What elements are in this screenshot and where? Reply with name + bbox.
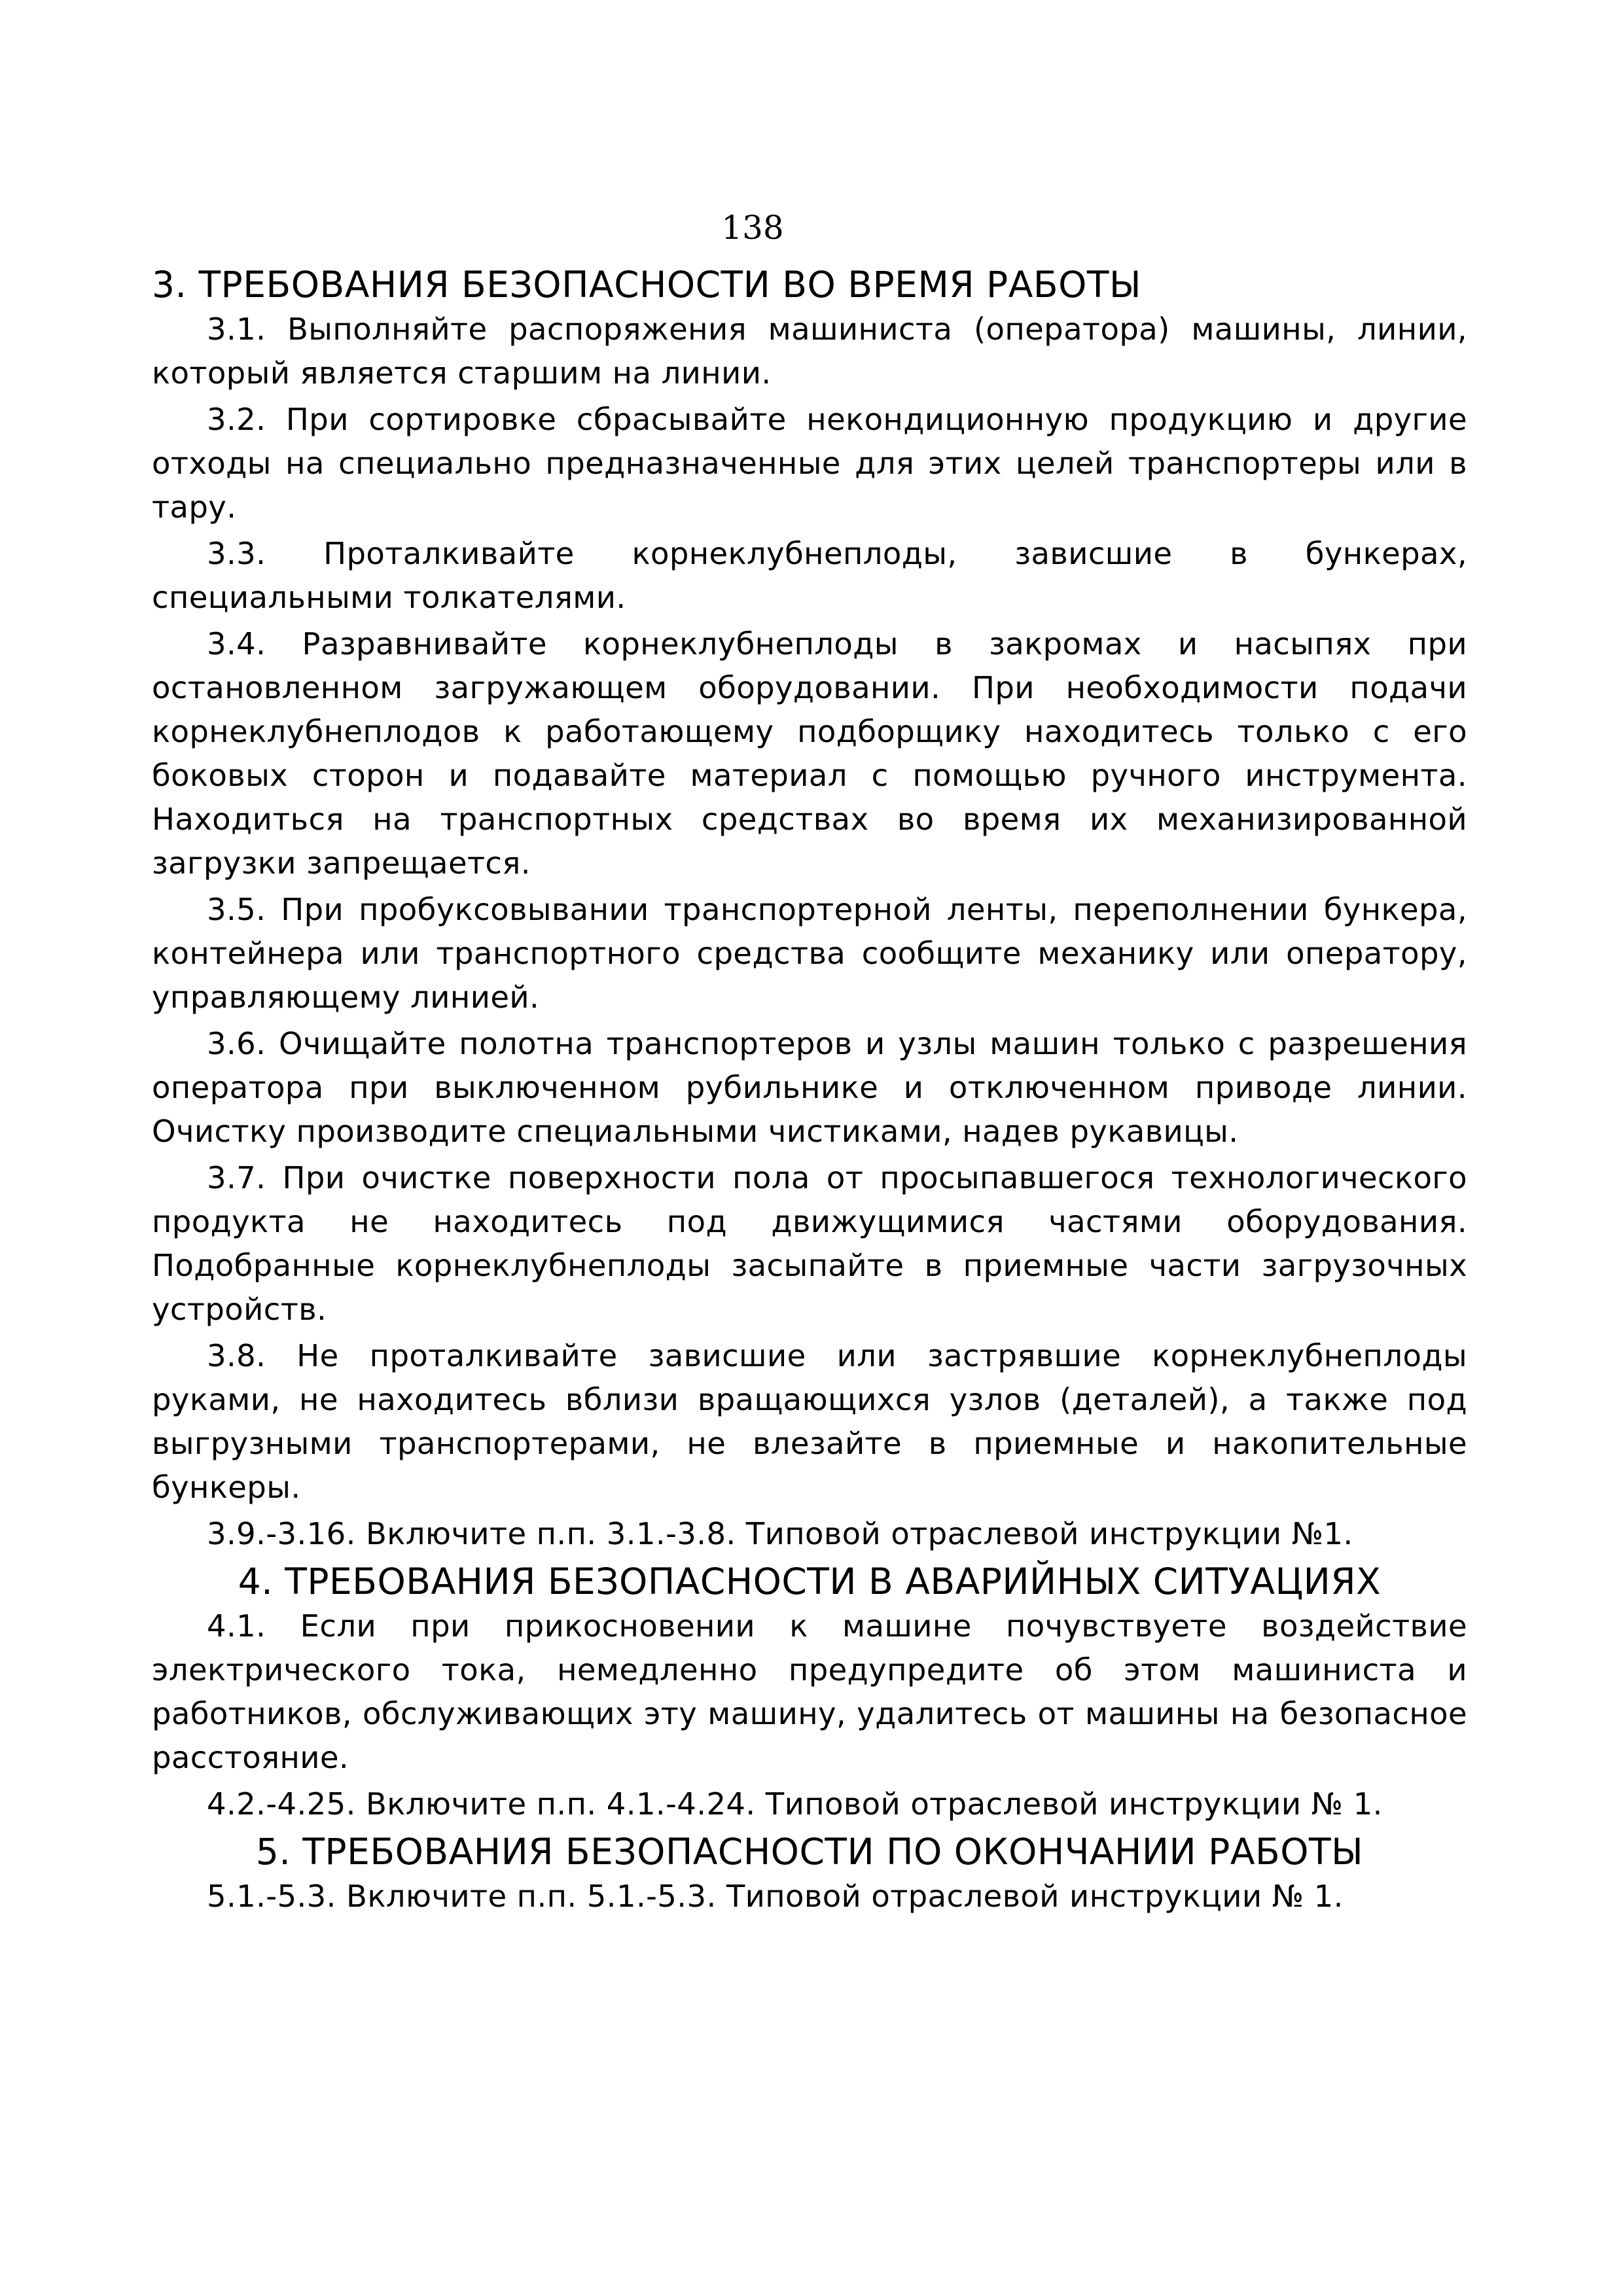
section-3-heading: 3. ТРЕБОВАНИЯ БЕЗОПАСНОСТИ ВО ВРЕМЯ РАБОТЫ (152, 264, 1141, 306)
paragraph-3-9-3-16: 3.9.-3.16. Включите п.п. 3.1.-3.8. Типовой отраслевой инструкции №1. (207, 1516, 1353, 1551)
section-5-heading: 5. ТРЕБОВАНИЯ БЕЗОПАСНОСТИ ПО ОКОНЧАНИИ РАБОТЫ (255, 1831, 1364, 1873)
paragraph-3-4: 3.4. Разравнивайте корнеклубнеплоды в закромах и насыпях при остановленном загружающем оборудовании. При необходимости подачи корнеклубнеплодов к работающему подборщику находитесь только с его боковых сторон и подавайте материал с помощью ручного инструмента. Находиться на транспортных средствах во время их механизированной загрузки запрещается. (152, 626, 1467, 881)
paragraph-3-7: 3.7. При очистке поверхности пола от просыпавшегося технологического продукта не находитесь под движущимися частями оборудования. Подобранные корнеклубнеплоды засыпайте в приемные части загрузочных устройств. (152, 1160, 1467, 1327)
document-body (152, 262, 1467, 1921)
page-number: 138 (721, 209, 784, 247)
section-4-heading: 4. ТРЕБОВАНИЯ БЕЗОПАСНОСТИ В АВАРИЙНЫХ СИТУАЦИЯХ (238, 1561, 1382, 1602)
paragraph-3-1: 3.1. Выполняйте распоряжения машиниста (оператора) машины, линии, который является старшим на линии. (152, 311, 1467, 391)
paragraph-3-2: 3.2. При сортировке сбрасывайте некондиционную продукцию и другие отходы на специально предназначенные для этих целей транспортеры или в тару. (152, 402, 1467, 525)
paragraph-3-8: 3.8. Не проталкивайте зависшие или застрявшие корнеклубнеплоды руками, не находитесь вблизи вращающихся узлов (деталей), а также под выгрузными транспортерами, не влезайте в приемные и накопительные бункеры. (152, 1338, 1467, 1505)
paragraph-3-6: 3.6. Очищайте полотна транспортеров и узлы машин только с разрешения оператора при выключенном рубильнике и отключенном приводе линии. Очистку производите специальными чистиками, надев рукавицы. (152, 1026, 1467, 1149)
paragraph-4-2-4-25: 4.2.-4.25. Включите п.п. 4.1.-4.24. Типовой отраслевой инструкции № 1. (207, 1786, 1383, 1822)
paragraph-3-5: 3.5. При пробуксовывании транспортерной ленты, переполнении бункера, контейнера или транспортного средства сообщите механику или оператору, управляющему линией. (152, 892, 1467, 1015)
paragraph-3-3: 3.3. Проталкивайте корнеклубнеплоды, зависшие в бункерах, специальными толкателями. (152, 536, 1467, 615)
paragraph-5-1-5-3: 5.1.-5.3. Включите п.п. 5.1.-5.3. Типовой отраслевой инструкции № 1. (207, 1879, 1344, 1914)
paragraph-4-1: 4.1. Если при прикосновении к машине почувствуете воздействие электрического тока, немедленно предупредите об этом машиниста и работников, обслуживающих эту машину, удалитесь от машины на безопасное расстояние. (152, 1608, 1467, 1775)
